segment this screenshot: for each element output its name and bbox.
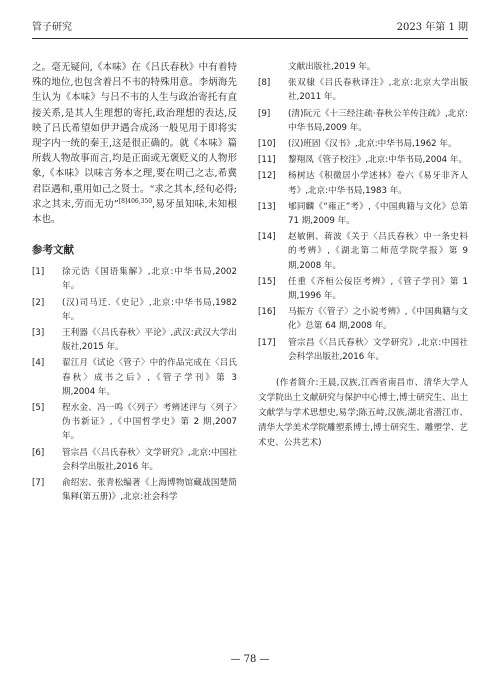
reference-number: [10] (258, 139, 276, 150)
reference-number: [12] (258, 171, 276, 182)
reference-text: 杨树达《积微居小学述林》卷六《易牙非齐人考》,北京:中华书局,1983 年。 (288, 171, 468, 196)
citation-marker: [8]406,350 (118, 197, 153, 205)
reference-item (258, 76, 468, 104)
running-header (32, 20, 468, 39)
references-heading: 参考文献 (32, 244, 74, 257)
reference-item (32, 296, 237, 324)
reference-text: 黎翔凤《管子校注》,北京:中华书局,2004 年。 (288, 155, 468, 166)
reference-text: (清)阮元《十三经注疏·春秋公羊传注疏》,北京:中华书局,2009 年。 (288, 108, 468, 133)
reference-number: [2] (32, 297, 45, 308)
reference-number: [1] (32, 267, 45, 278)
reference-number: [7] (32, 478, 45, 489)
reference-number: [16] (258, 307, 276, 318)
reference-item (258, 336, 468, 364)
body-text: 之。毫无疑问,《本味》在《吕氏春秋》中有着特殊的地位,也包含着吕不韦的特殊用意。李炳海先生认为《本味》与吕不韦的人生与政治寄托有直接关系,是其人生理想的寄托,政治理想的表达,反映了吕氏希望如伊尹遇合成汤一般见用于即将实现字内一统的秦王,这是很正确的。就《本味》篇所载人物故事而言,均是正面或无褒贬义的人物形象,《本味》以味言务本之理,要在明己之志,希冀君臣遇和,重用如己之贤士。“求之其本,经旬必得;求之其末,劳而无功” (32, 62, 237, 210)
author-bio-text: (作者简介:王晨,汉族,江西省南昌市、清华大学人文学院出土文献研究与保护中心博士,博士研究生、出土文献学与学术思想史,易学;陈五峙,汉族,湖北省潜江市、清华大学美术学院雕塑系博士,博士研究生、雕塑学、艺术史、公共艺术) (258, 378, 468, 449)
journal-name: 管子研究 (32, 22, 72, 33)
reference-number: [3] (32, 328, 45, 339)
reference-item (258, 230, 468, 273)
reference-text: 程水金、冯一鸣《〈列子〉考辨述评与〈列子〉伪书新证》,《中国哲学史》第 2 期,2007 年。 (62, 403, 237, 442)
reference-text: (汉)司马迁.《史记》,北京:中华书局,1982 年。 (62, 297, 237, 322)
reference-text: 王利器《〈吕氏春秋〉平论》,武汉:武汉大学出版社,2015 年。 (62, 328, 237, 353)
reference-number: [17] (258, 337, 276, 348)
reference-number: [6] (32, 447, 45, 458)
body-paragraph (32, 60, 237, 227)
issue-label: 2023 年第 1 期 (396, 22, 468, 33)
reference-number: [4] (32, 358, 45, 369)
right-column (258, 60, 468, 451)
reference-item (32, 265, 237, 293)
reference-list-left (32, 265, 237, 504)
reference-item (32, 356, 237, 399)
left-column (32, 60, 237, 506)
reference-item (258, 200, 468, 228)
reference-item (258, 275, 468, 303)
reference-item (32, 446, 237, 474)
reference-number: [8] (258, 78, 271, 89)
reference-text: 管宗昌《〈吕氏春秋〉文学研究》,北京:中国社会科学出版社,2016 年。 (288, 337, 468, 362)
reference-item (258, 137, 468, 151)
reference-item (258, 305, 468, 333)
reference-number: [15] (258, 276, 276, 287)
author-bio (258, 376, 468, 451)
reference-list-right (258, 76, 468, 364)
reference-text: 任重《齐桓公佞臣考辨》,《管子学刊》第 1 期,1996 年。 (288, 276, 468, 302)
reference-text: 翟江月《试论〈管子〉中的作品完成在〈吕氏春秋〉成书之后》,《管子学刊》第 3 期,2004 年。 (62, 358, 237, 397)
reference-item (32, 401, 237, 444)
reference-item (32, 326, 237, 354)
reference-item (258, 153, 468, 167)
reference-item (258, 169, 468, 197)
reference-text: 文献出版社,2019 年。 (288, 62, 376, 72)
reference-number: [5] (32, 403, 45, 414)
reference-number: [11] (258, 155, 276, 166)
reference-item (32, 476, 237, 504)
reference-number: [14] (258, 232, 276, 243)
reference-continuation (258, 60, 468, 74)
reference-number: [9] (258, 108, 271, 119)
reference-text: 张双棣《吕氏春秋译注》,北京:北京大学出版社,2011 年。 (288, 78, 468, 103)
body-tail: ,易牙虽知味,未知根本也。 (32, 198, 237, 226)
reference-text: 俞绍宏、张青松编著《上海博物馆藏战国楚简集释(第五册)》,北京:社会科学 (62, 478, 237, 503)
reference-text: 赵敏俐、蒋波《关于〈吕氏春秋〉中一条史料的考辨》,《湖北第二师范学院学报》第 9 期,2008 年。 (288, 232, 468, 271)
reference-text: 郇同麟《“雍正”考》,《中国典籍与文化》总第 71 期,2009 年。 (288, 201, 468, 227)
reference-text: 徐元诰《国语集解》,北京:中华书局,2002 年。 (62, 267, 237, 292)
page-number: — 78 — (230, 654, 270, 665)
reference-text: 管宗昌《〈吕氏春秋〉文学研究》,北京:中国社会科学出版社,2016 年。 (62, 447, 237, 472)
reference-text: (汉)班固《汉书》,北京:中华书局,1962 年。 (288, 139, 457, 150)
reference-item (258, 107, 468, 135)
reference-number: [13] (258, 201, 276, 212)
reference-text: 马振方《〈管子〉之小说考辨》,《中国典籍与文化》总第 64 期,2008 年。 (288, 307, 468, 332)
